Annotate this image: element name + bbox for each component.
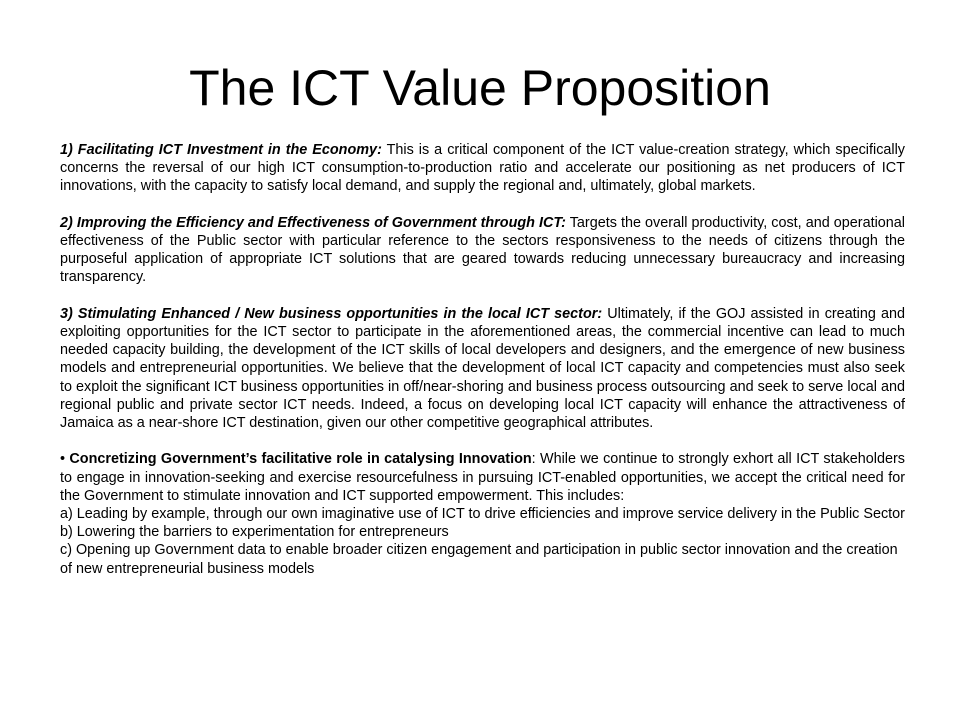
- proposition-item-2-heading: 2) Improving the Efficiency and Effectiveness of Government through ICT:: [60, 214, 566, 231]
- sub-item-c: c) Opening up Government data to enable broader citizen engagement and participation in public sector innovation and the creation of new entrepreneurial business models: [60, 542, 898, 577]
- proposition-item-2-text: Targets the overall productivity, cost, and operational effectiveness of the Public sector with particular reference to the sectors responsiveness to the needs of citizens through the purposeful application of appropriate ICT solutions that are geared towards reducing unnecessary bureaucracy and increasing transparency.: [60, 214, 905, 286]
- innovation-bullet-heading: Concretizing Government’s facilitative role in catalysing Innovation: [69, 451, 532, 468]
- innovation-bullet: [60, 450, 905, 577]
- sub-item-b: b) Lowering the barriers to experimentation for entrepreneurs: [60, 524, 449, 541]
- proposition-item-3-heading: 3) Stimulating Enhanced / New business opportunities in the local ICT sector:: [60, 305, 603, 322]
- innovation-bullet-text: : While we continue to strongly exhort all ICT stakeholders to engage in innovation-seeking and exercise resourcefulness in pursuing ICT-enabled opportunities, we accept the critical need for the Government to stimulate innovation and ICT supported empowerment. This includes:: [60, 451, 905, 504]
- proposition-item-3: [60, 305, 905, 432]
- innovation-bullet-intro: [60, 450, 905, 505]
- slide-body: [60, 141, 905, 578]
- bullet-marker: •: [60, 451, 70, 468]
- proposition-item-1-heading: 1) Facilitating ICT Investment in the Economy:: [60, 142, 382, 158]
- proposition-item-1: [60, 141, 905, 196]
- proposition-item-1-text: This is a critical component of the ICT value-creation strategy, which specifically concerns the reversal of our high ICT consumption-to-production ratio and accelerate our positioning as net producers of ICT innovations, with the capacity to satisfy local demand, and supply the regional and, ultimately, global markets.: [60, 142, 905, 195]
- sub-item-a: a) Leading by example, through our own imaginative use of ICT to drive efficiencies and improve service delivery in the Public Sector: [60, 506, 905, 523]
- proposition-item-3-text: Ultimately, if the GOJ assisted in creating and exploiting opportunities for the ICT sector to participate in the aforementioned areas, the commercial incentive can lead to much needed capacity building, the development of the ICT skills of local developers and designers, and the emergence of new business models and entrepreneurial opportunities. We believe that the development of local ICT capacity and competencies must also seek to exploit the significant ICT business opportunities in off/near-shoring and business process outsourcing and seek to serve local and regional public and private sector ICT needs. Indeed, a focus on developing local ICT capacity will enhance the attractiveness of Jamaica as a near-shore ICT destination, given our other competitive geographical attributes.: [60, 305, 905, 432]
- proposition-item-2: [60, 214, 905, 287]
- slide-title: The ICT Value Proposition: [189, 60, 771, 116]
